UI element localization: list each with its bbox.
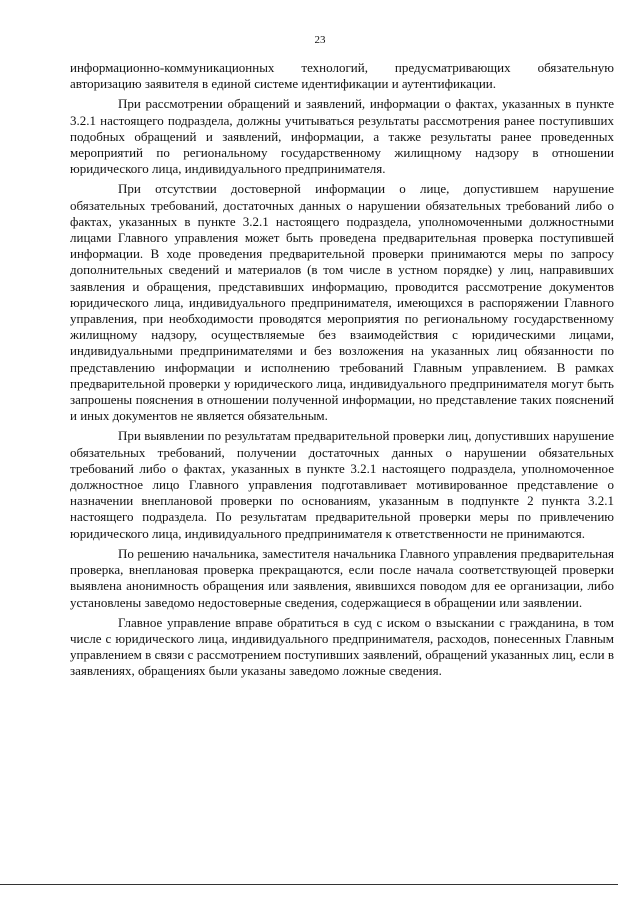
- page-number: 23: [314, 34, 326, 46]
- paragraph: При выявлении по результатам предварительной проверки лиц, допустивших нарушение обязательных требований, получении достаточных данных о нарушении обязательных требований либо о фактах, указанных в пункте 3.2.1 настоящего подраздела, уполномоченное должностное лицо Главного управления подготавливает мотивированное представление о назначении внеплановой проверки по основаниям, указанным в подпункте 2 пункта 3.2.1 настоящего подраздела. По результатам предварительной проверки меры по привлечению юридического лица, индивидуального предпринимателя к ответственности не принимаются.: [70, 428, 614, 541]
- paragraph: При отсутствии достоверной информации о лице, допустившем нарушение обязательных требований, достаточных данных о нарушении обязательных требований либо о фактах, указанных в пункте 3.2.1 настоящего подраздела, уполномоченными должностными лицами Главного управления может быть проведена предварительная проверка поступившей информации. В ходе проведения предварительной проверки принимаются меры по запросу дополнительных сведений и материалов (в том числе в устном порядке) у лиц, направивших заявления и обращения, представивших информацию, проводится рассмотрение документов юридического лица, индивидуального предпринимателя, имеющихся в распоряжении Главного управления, при необходимости проводятся мероприятия по региональному государственному жилищному надзору, осуществляемые без взаимодействия с юридическими лицами, индивидуальными предпринимателями и без возложения на указанных лиц обязанности по представлению информации и исполнению требований Главным управлением. В рамках предварительной проверки у юридического лица, индивидуального предпринимателя могут быть запрошены пояснения в отношении полученной информации, но представление таких пояснений и иных документов не является обязательным.: [70, 181, 614, 424]
- paragraph: При рассмотрении обращений и заявлений, информации о фактах, указанных в пункте 3.2.1 настоящего подраздела, должны учитываться результаты рассмотрения ранее поступивших подобных обращений и заявлений, информации, а также результаты ранее проведенных мероприятий по региональному государственному жилищному надзору в отношении юридического лица, индивидуального предпринимателя.: [70, 96, 614, 177]
- document-body: [70, 60, 614, 684]
- paragraph: Главное управление вправе обратиться в суд с иском о взыскании с гражданина, в том числе с юридического лица, индивидуального предпринимателя, расходов, понесенных Главным управлением в связи с рассмотрением поступивших заявлений, обращений указанных лиц, если в заявлениях, обращениях были указаны заведомо ложные сведения.: [70, 614, 614, 679]
- footer-divider: [0, 884, 618, 885]
- paragraph: По решению начальника, заместителя начальника Главного управления предварительная проверка, внеплановая проверка прекращаются, если после начала соответствующей проверки выявлена анонимность обращения или заявления, явившихся поводом для ее организации, либо установлены заведомо недостоверные сведения, содержащиеся в обращении или заявлении.: [70, 545, 614, 610]
- paragraph-continuation: информационно-коммуникационных технологий, предусматривающих обязательную авторизацию заявителя в единой системе идентификации и аутентификации.: [70, 60, 614, 92]
